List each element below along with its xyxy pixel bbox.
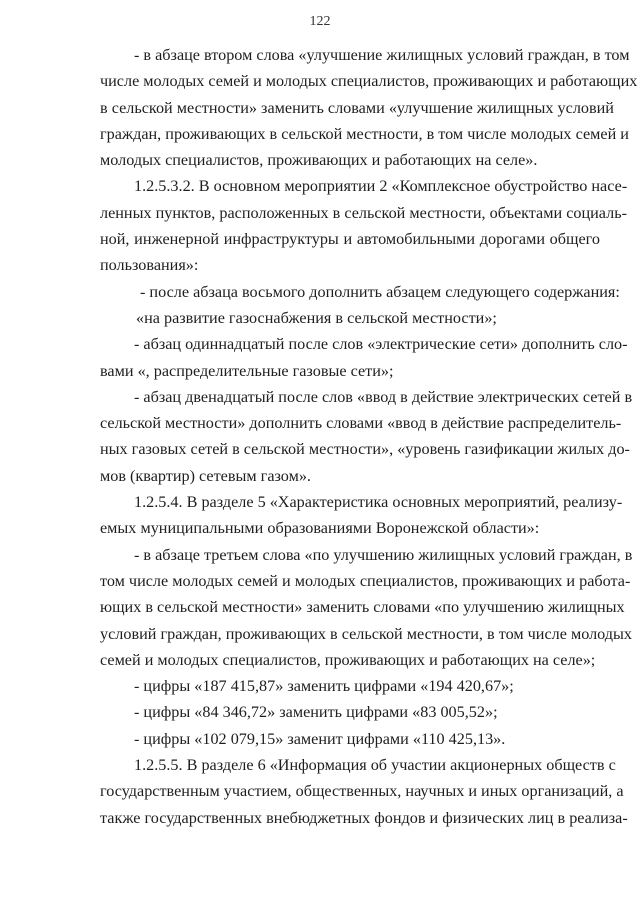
text-line: ной, инженерной инфраструктуры и автомобильными дорогами общего	[100, 230, 600, 249]
text-line: - после абзаца восьмого дополнить абзацем следующего содержания:	[140, 282, 620, 301]
text-line: - в абзаце втором слова «улучшение жилищных условий граждан, в том	[134, 46, 630, 64]
text-line: 1.2.5.5. В разделе 6 «Информация об участии акционерных обществ с	[134, 756, 616, 775]
text-line: 1.2.5.4. В разделе 5 «Характеристика основных мероприятий, реализу-	[134, 493, 623, 512]
text-line: - абзац двенадцатый после слов «ввод в действие электрических сетей в	[134, 387, 633, 406]
text-line: 1.2.5.3.2. В основном мероприятии 2 «Комплексное обустройство насе-	[134, 177, 628, 196]
text-line: семей и молодых специалистов, проживающих и работающих на селе»;	[100, 650, 596, 669]
text-line: - в абзаце третьем слова «по улучшению жилищных условий граждан, в	[134, 545, 633, 564]
text-line: граждан, проживающих в сельской местности, в том числе молодых семей и	[100, 124, 629, 143]
text-line: условий граждан, проживающих в сельской местности, в том числе молодых	[100, 624, 632, 643]
page-number: 122	[309, 14, 331, 29]
text-line: «на развитие газоснабжения в сельской местности»;	[136, 308, 497, 327]
text-line: ных газовых сетей в сельской местности», «уровень газификации жилых до-	[100, 440, 630, 459]
document-body	[100, 42, 638, 831]
text-line: том числе молодых семей и молодых специалистов, проживающих и работа-	[100, 571, 631, 590]
text-line: ленных пунктов, расположенных в сельской местности, объектами социаль-	[100, 203, 627, 222]
text-line: также государственных внебюджетных фондов и физических лиц в реализа-	[100, 808, 628, 827]
text-line: пользования»:	[100, 256, 199, 275]
text-line: - цифры «84 346,72» заменить цифрами «83 005,52»;	[134, 703, 498, 722]
text-line: вами «, распределительные газовые сети»;	[100, 361, 394, 380]
text-line: - абзац одиннадцатый после слов «электрические сети» дополнить сло-	[134, 335, 628, 354]
text-line: государственным участием, общественных, научных и иных организаций, а	[100, 782, 624, 801]
text-line: - цифры «187 415,87» заменить цифрами «194 420,67»;	[134, 677, 514, 696]
text-line: - цифры «102 079,15» заменит цифрами «110 425,13».	[134, 729, 506, 748]
text-line: молодых специалистов, проживающих и работающих на селе».	[100, 151, 538, 170]
text-line: сельской местности» дополнить словами «ввод в действие распределитель-	[100, 414, 622, 433]
text-line: в сельской местности» заменить словами «улучшение жилищных условий	[100, 98, 614, 117]
text-line: мов (квартир) сетевым газом».	[100, 466, 311, 485]
text-line: ющих в сельской местности» заменить словами «по улучшению жилищных	[100, 598, 625, 617]
text-line: числе молодых семей и молодых специалистов, проживающих и работающих	[100, 72, 638, 91]
text-line: емых муниципальными образованиями Воронежской области»:	[100, 519, 540, 538]
